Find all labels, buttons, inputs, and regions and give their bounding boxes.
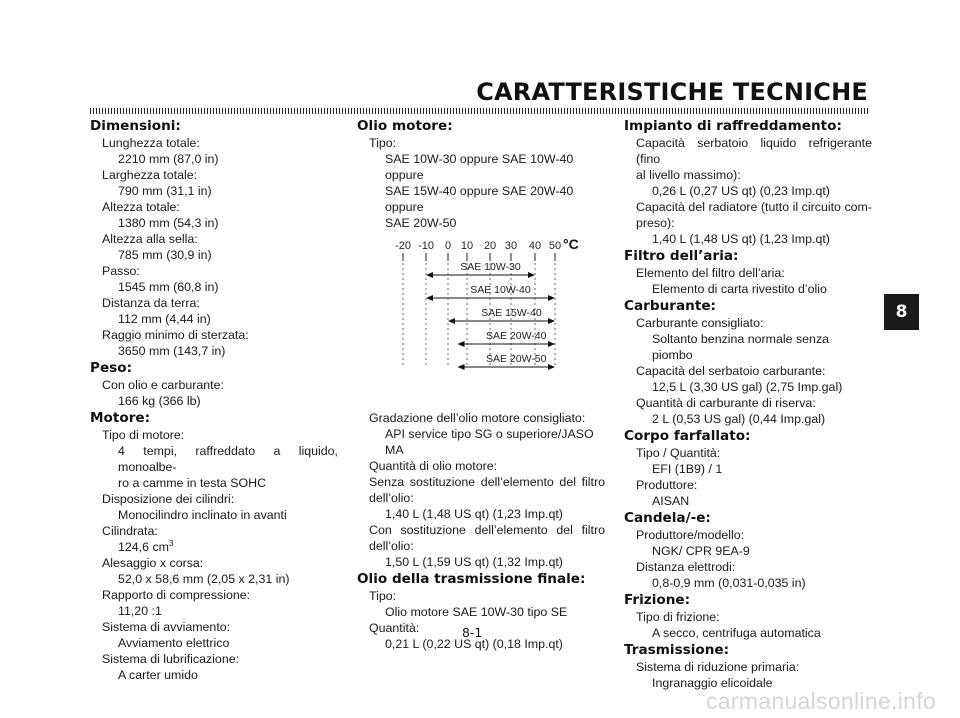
- spec-label: Tipo:: [369, 589, 397, 603]
- tick-label: 0: [444, 240, 452, 252]
- spec-label: Disposizione dei cilindri:: [102, 492, 235, 506]
- tick-label: 20: [483, 240, 497, 252]
- spec-value: 11,20 :1: [118, 604, 162, 618]
- spec-label: Alesaggio x corsa:: [102, 556, 204, 570]
- spec-label: Quantità di olio motore:: [369, 459, 498, 473]
- column-1: [90, 117, 338, 683]
- spec-label: Sistema di riduzione primaria:: [636, 660, 800, 674]
- section-heading-motore: Motore:: [90, 410, 151, 426]
- spec-value: Avviamento elettrico: [118, 636, 230, 650]
- spec-label: Altezza alla sella:: [102, 232, 198, 246]
- section-heading-trasmissione: Trasmissione:: [624, 642, 730, 658]
- spec-value: 12,5 L (3,30 US gal) (2,75 Imp.gal): [652, 380, 843, 394]
- spec-value: Olio motore SAE 10W-30 tipo SE: [385, 605, 568, 619]
- series-label: SAE 20W-40: [485, 330, 547, 342]
- spec-label: Tipo:: [369, 136, 397, 150]
- displacement-value: 124,6 cm: [118, 540, 169, 554]
- section-heading-olio-trasmissione: Olio della trasmissione finale:: [357, 571, 586, 587]
- spec-label: Lunghezza totale:: [102, 136, 200, 150]
- spec-label: Quantità di carburante di riserva:: [636, 396, 816, 410]
- spec-value: Ingranaggio elicoidale: [652, 676, 773, 690]
- spec-value: SAE 10W-30 oppure SAE 10W-40 oppure: [385, 152, 574, 182]
- section-heading-carburante: Carburante:: [624, 298, 716, 314]
- tick-label: 50: [548, 240, 562, 252]
- series-label: SAE 15W-40: [481, 307, 542, 319]
- spec-value: A secco, centrifuga automatica: [652, 626, 821, 640]
- arrow-right-icon: [548, 341, 555, 347]
- spec-value: 2 L (0,53 US gal) (0,44 Imp.gal): [652, 412, 826, 426]
- arrow-left-icon: [458, 341, 465, 347]
- spec-value: 1,50 L (1,59 US qt) (1,32 Imp.qt): [385, 555, 563, 569]
- spec-value: [90, 539, 338, 555]
- spec-label: Produttore/modello:: [636, 528, 745, 542]
- spec-label: dell’olio:: [369, 539, 414, 553]
- series-label: SAE 10W-40: [470, 284, 531, 296]
- section-heading-filtro-aria: Filtro dell’aria:: [624, 248, 739, 264]
- spec-label: Raggio minimo di sterzata:: [102, 328, 249, 342]
- page-title: CARATTERISTICHE TECNICHE: [476, 78, 868, 106]
- spec-label: Cilindrata:: [102, 524, 158, 538]
- spec-label: Tipo di frizione:: [636, 610, 720, 624]
- spec-label: Gradazione dell’olio motore consigliato:: [369, 411, 586, 425]
- spec-value: 1545 mm (60,8 in): [118, 280, 219, 294]
- spec-label: Sistema di lubrificazione:: [102, 652, 240, 666]
- section-heading-dimensioni: Dimensioni:: [90, 118, 181, 134]
- spec-label: Rapporto di compressione:: [102, 588, 251, 602]
- tick-label: -10: [418, 240, 434, 252]
- spec-value: 2210 mm (87,0 in): [118, 152, 219, 166]
- spec-value: Soltanto benzina normale senza piombo: [652, 332, 830, 362]
- section-heading-peso: Peso:: [90, 360, 133, 376]
- spec-value: 3650 mm (143,7 in): [118, 344, 226, 358]
- spec-value: NGK/ CPR 9EA-9: [652, 544, 750, 558]
- spec-value: Monocilindro inclinato in avanti: [118, 508, 287, 522]
- chapter-tab: 8: [884, 294, 919, 330]
- spec-value: SAE 15W-40 oppure SAE 20W-40 oppure: [385, 184, 574, 214]
- spec-value: ro a camme in testa SOHC: [118, 476, 267, 490]
- page-number: 8-1: [462, 625, 483, 640]
- spec-label: Distanza elettrodi:: [636, 560, 736, 574]
- spec-label: Senza sostituzione dell’elemento del filtro: [369, 475, 605, 489]
- section-heading-frizione: Frizione:: [624, 592, 691, 608]
- spec-label: dell’olio:: [369, 491, 414, 505]
- superscript: 3: [168, 538, 174, 548]
- arrow-left-icon: [458, 364, 465, 370]
- tick-label: 30: [504, 240, 518, 252]
- viscosity-chart-svg: [357, 235, 605, 410]
- spec-value: 0,26 L (0,27 US qt) (0,23 Imp.qt): [652, 184, 830, 198]
- spec-label: Tipo di motore:: [102, 428, 185, 442]
- spec-value: 785 mm (30,9 in): [118, 248, 212, 262]
- section-heading-olio-motore: Olio motore:: [357, 118, 453, 134]
- spec-label: Passo:: [102, 264, 140, 278]
- spec-label: preso):: [636, 216, 675, 230]
- spec-value: 112 mm (4,44 in): [118, 312, 211, 326]
- series-label: SAE 10W-30: [460, 261, 521, 273]
- spec-label: Altezza totale:: [102, 200, 180, 214]
- arrow-left-icon: [426, 272, 433, 278]
- spec-label: Produttore:: [636, 478, 698, 492]
- series-label: SAE 20W-50: [485, 353, 547, 365]
- spec-label: Sistema di avviamento:: [102, 620, 231, 634]
- spec-label: Tipo / Quantità:: [636, 446, 721, 460]
- arrow-right-icon: [548, 295, 555, 301]
- spec-value: 1380 mm (54,3 in): [118, 216, 219, 230]
- section-heading-corpo-farfallato: Corpo farfallato:: [624, 428, 751, 444]
- section-heading-candela: Candela/-e:: [624, 510, 711, 526]
- tick-label: 40: [528, 240, 542, 252]
- spec-value: A carter umido: [118, 668, 198, 682]
- dimension-list: [90, 135, 338, 359]
- tick-label: -20: [395, 240, 411, 252]
- spec-value: API service tipo SG o superiore/JASO MA: [385, 427, 594, 457]
- watermark: carmanualsonline.info: [705, 688, 936, 714]
- arrow-left-icon: [448, 318, 455, 324]
- section-heading-raffreddamento: Impianto di raffreddamento:: [624, 118, 842, 134]
- spec-value: AISAN: [652, 494, 690, 508]
- spec-value: EFI (1B9) / 1: [652, 462, 723, 476]
- column-2: [357, 117, 605, 652]
- unit-label: °C: [563, 236, 579, 252]
- spec-label: Carburante consigliato:: [636, 316, 764, 330]
- spec-value: 0,8-0,9 mm (0,031-0,035 in): [652, 576, 806, 590]
- arrow-right-icon: [548, 364, 555, 370]
- spec-value: 0,21 L (0,22 US qt) (0,18 Imp.qt): [385, 637, 563, 651]
- title-rule: [90, 108, 868, 114]
- spec-label: Con sostituzione dell’elemento del filtro: [369, 523, 605, 537]
- spec-value: 166 kg (366 lb): [118, 394, 201, 408]
- spec-value: 1,40 L (1,48 US qt) (1,23 Imp.qt): [652, 232, 830, 246]
- spec-label: Quantità:: [369, 621, 420, 635]
- spec-value: 1,40 L (1,48 US qt) (1,23 Imp.qt): [385, 507, 563, 521]
- tick-label: 10: [460, 240, 474, 252]
- spec-label: Capacità serbatoio liquido refrigerante (fino: [636, 136, 872, 166]
- arrow-left-icon: [426, 295, 433, 301]
- spec-value: Elemento di carta rivestito d’olio: [652, 282, 827, 296]
- spec-value: 4 tempi, raffreddato a liquido, monoalbe-: [118, 444, 338, 474]
- spec-label: al livello massimo):: [636, 168, 741, 182]
- spec-value: 790 mm (31,1 in): [118, 184, 212, 198]
- spec-label: Capacità del radiatore (tutto il circuito com-: [636, 200, 872, 214]
- column-3: [624, 117, 872, 691]
- spec-label: Capacità del serbatoio carburante:: [636, 364, 826, 378]
- spec-label: Con olio e carburante:: [102, 378, 224, 392]
- arrow-right-icon: [528, 272, 535, 278]
- spec-value: 52,0 x 58,6 mm (2,05 x 2,31 in): [118, 572, 290, 586]
- spec-label: Elemento del filtro dell’aria:: [636, 266, 785, 280]
- spec-label: Larghezza totale:: [102, 168, 198, 182]
- oil-viscosity-chart: [357, 235, 605, 410]
- arrow-right-icon: [548, 318, 555, 324]
- spec-value: SAE 20W-50: [385, 216, 457, 230]
- spec-label: Distanza da terra:: [102, 296, 200, 310]
